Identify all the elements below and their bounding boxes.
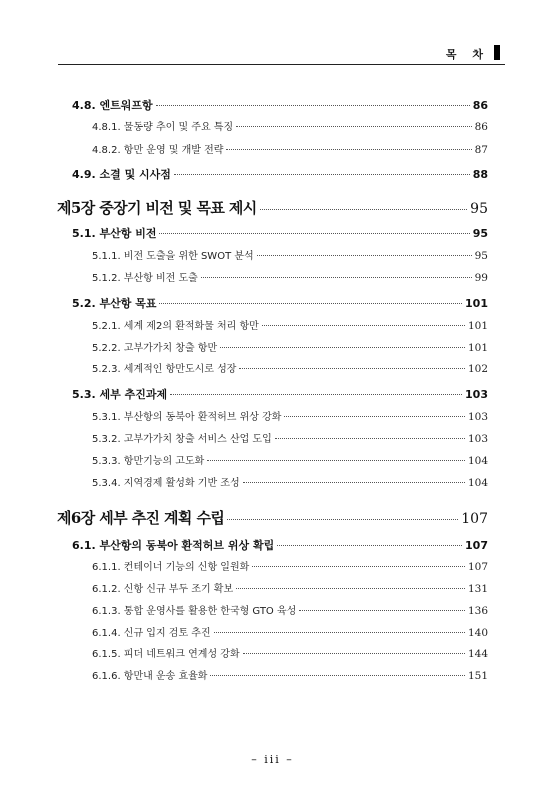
header-label: 목 차 (445, 48, 489, 61)
toc-entry-page: 103 (465, 388, 488, 401)
toc-entry (92, 269, 488, 284)
toc-entry (57, 507, 488, 528)
toc-entry-page: 101 (465, 297, 488, 310)
toc-entry-title: 4.9. 소결 및 시사점 (72, 168, 171, 181)
toc-entry-page: 136 (467, 605, 488, 617)
toc-entry-page: 87 (474, 144, 488, 156)
toc-entry-page: 140 (467, 627, 488, 639)
toc-entry (92, 667, 488, 682)
toc-entry-page: 88 (472, 168, 488, 181)
toc-entry (57, 197, 488, 218)
toc-entry (92, 118, 488, 133)
dot-leader (277, 545, 462, 546)
toc-entry (92, 558, 488, 573)
dot-leader (170, 394, 462, 395)
toc-entry (92, 317, 488, 332)
toc-entry-title: 6.1. 부산항의 동북아 환적허브 위상 확립 (72, 539, 275, 552)
toc-entry-title: 6.1.3. 통합 운영사를 활용한 한국형 GTO 육성 (92, 606, 297, 617)
dot-leader (207, 460, 465, 461)
toc-entry-title: 6.1.6. 항만내 운송 효율화 (92, 671, 208, 682)
toc-entry-title: 4.8. 엔트워프항 (72, 99, 153, 112)
toc-entry-page: 103 (467, 411, 488, 423)
toc-entry (92, 474, 488, 489)
dot-leader (226, 149, 471, 150)
toc-entry-title: 5.3.1. 부산항의 동북아 환적허브 위상 강화 (92, 412, 282, 423)
dot-leader (252, 566, 465, 567)
toc-entry-page: 95 (474, 250, 488, 262)
toc-entry-page: 144 (467, 648, 488, 660)
toc-entry-page: 103 (467, 433, 488, 445)
toc-entry-page: 95 (470, 201, 488, 217)
toc-entry-page: 107 (461, 511, 488, 527)
toc-entry (92, 247, 488, 262)
toc-entry (92, 408, 488, 423)
toc-entry (72, 97, 488, 113)
header-bar (494, 45, 500, 60)
dot-leader (236, 588, 465, 589)
toc-entry-title: 5.3.2. 고부가가치 창출 서비스 산업 도입 (92, 434, 272, 445)
toc-entry-title: 6.1.5. 피더 네트워크 연계성 강화 (92, 649, 240, 660)
dot-leader (159, 233, 469, 234)
toc-entry-title: 5.2. 부산항 목표 (72, 297, 157, 310)
toc-entry-title: 4.8.2. 항만 운영 및 개발 전략 (92, 145, 224, 156)
toc-entry-title: 5.1.1. 비전 도출을 위한 SWOT 분석 (92, 251, 254, 262)
dot-leader (214, 632, 465, 633)
dot-leader (236, 126, 472, 127)
dot-leader (284, 416, 465, 417)
toc-entry (72, 225, 488, 241)
toc-entry (92, 360, 488, 375)
toc-entry-title: 6.1.2. 신항 신규 부두 조기 확보 (92, 584, 234, 595)
toc-entry (72, 386, 488, 402)
dot-leader (201, 277, 472, 278)
dot-leader (243, 482, 465, 483)
dot-leader (220, 347, 465, 348)
dot-leader (239, 368, 465, 369)
toc-entry-title: 4.8.1. 물동량 추이 및 주요 특징 (92, 122, 234, 133)
toc-entry (92, 602, 488, 617)
dot-leader (174, 174, 470, 175)
toc-entry-title: 제5장 중장기 비전 및 목표 제시 (57, 199, 257, 217)
dot-leader (275, 438, 465, 439)
dot-leader (159, 303, 462, 304)
toc-entry-page: 101 (467, 320, 488, 332)
toc-entry-title: 5.3.4. 지역경제 활성화 기반 조성 (92, 478, 240, 489)
dot-leader (156, 105, 470, 106)
toc-entry (72, 166, 488, 182)
toc-entry-title: 5.1. 부산항 비전 (72, 227, 157, 240)
toc-entry-page: 104 (467, 455, 488, 467)
toc-entry-title: 6.1.4. 신규 입지 검토 추진 (92, 628, 211, 639)
toc-entry-title: 5.3. 세부 추진과제 (72, 388, 168, 401)
dot-leader (262, 325, 465, 326)
dot-leader (257, 255, 472, 256)
toc-entry (72, 537, 488, 553)
dot-leader (299, 610, 465, 611)
toc-entry-title: 제6장 세부 추진 계획 수립 (57, 509, 225, 527)
toc-entry (92, 452, 488, 467)
toc-entry-title: 5.2.3. 세계적인 항만도시로 성장 (92, 364, 237, 375)
toc-entry-title: 5.3.3. 항만기능의 고도화 (92, 456, 205, 467)
toc-entry-title: 5.1.2. 부산항 비전 도출 (92, 273, 198, 284)
toc-entry-title: 5.2.1. 세계 제2의 환적화물 처리 항만 (92, 321, 259, 332)
toc-entry-page: 107 (465, 539, 488, 552)
toc-entry-page: 102 (467, 363, 488, 375)
header-rule (58, 64, 505, 65)
toc-entry-page: 151 (467, 670, 488, 682)
toc-entry (92, 430, 488, 445)
toc-entry (92, 624, 488, 639)
toc-entry-page: 104 (467, 477, 488, 489)
toc-entry (92, 645, 488, 660)
toc-entry (92, 141, 488, 156)
page-number: – iii – (251, 753, 294, 766)
toc-entry-page: 101 (467, 342, 488, 354)
toc-entry-page: 86 (474, 121, 488, 133)
toc-entry-page: 95 (472, 227, 488, 240)
dot-leader (260, 209, 468, 210)
toc-entry (72, 295, 488, 311)
toc-entry (92, 580, 488, 595)
toc-entry (92, 339, 488, 354)
dot-leader (243, 653, 465, 654)
toc-entry-page: 99 (474, 272, 488, 284)
toc-entry-page: 86 (472, 99, 488, 112)
toc-entry-title: 5.2.2. 고부가가치 창출 항만 (92, 343, 218, 354)
dot-leader (210, 675, 465, 676)
toc-entry-page: 107 (467, 561, 488, 573)
toc-entry-page: 131 (467, 583, 488, 595)
dot-leader (227, 519, 458, 520)
toc-entry-title: 6.1.1. 컨테이너 기능의 신항 일원화 (92, 562, 250, 573)
